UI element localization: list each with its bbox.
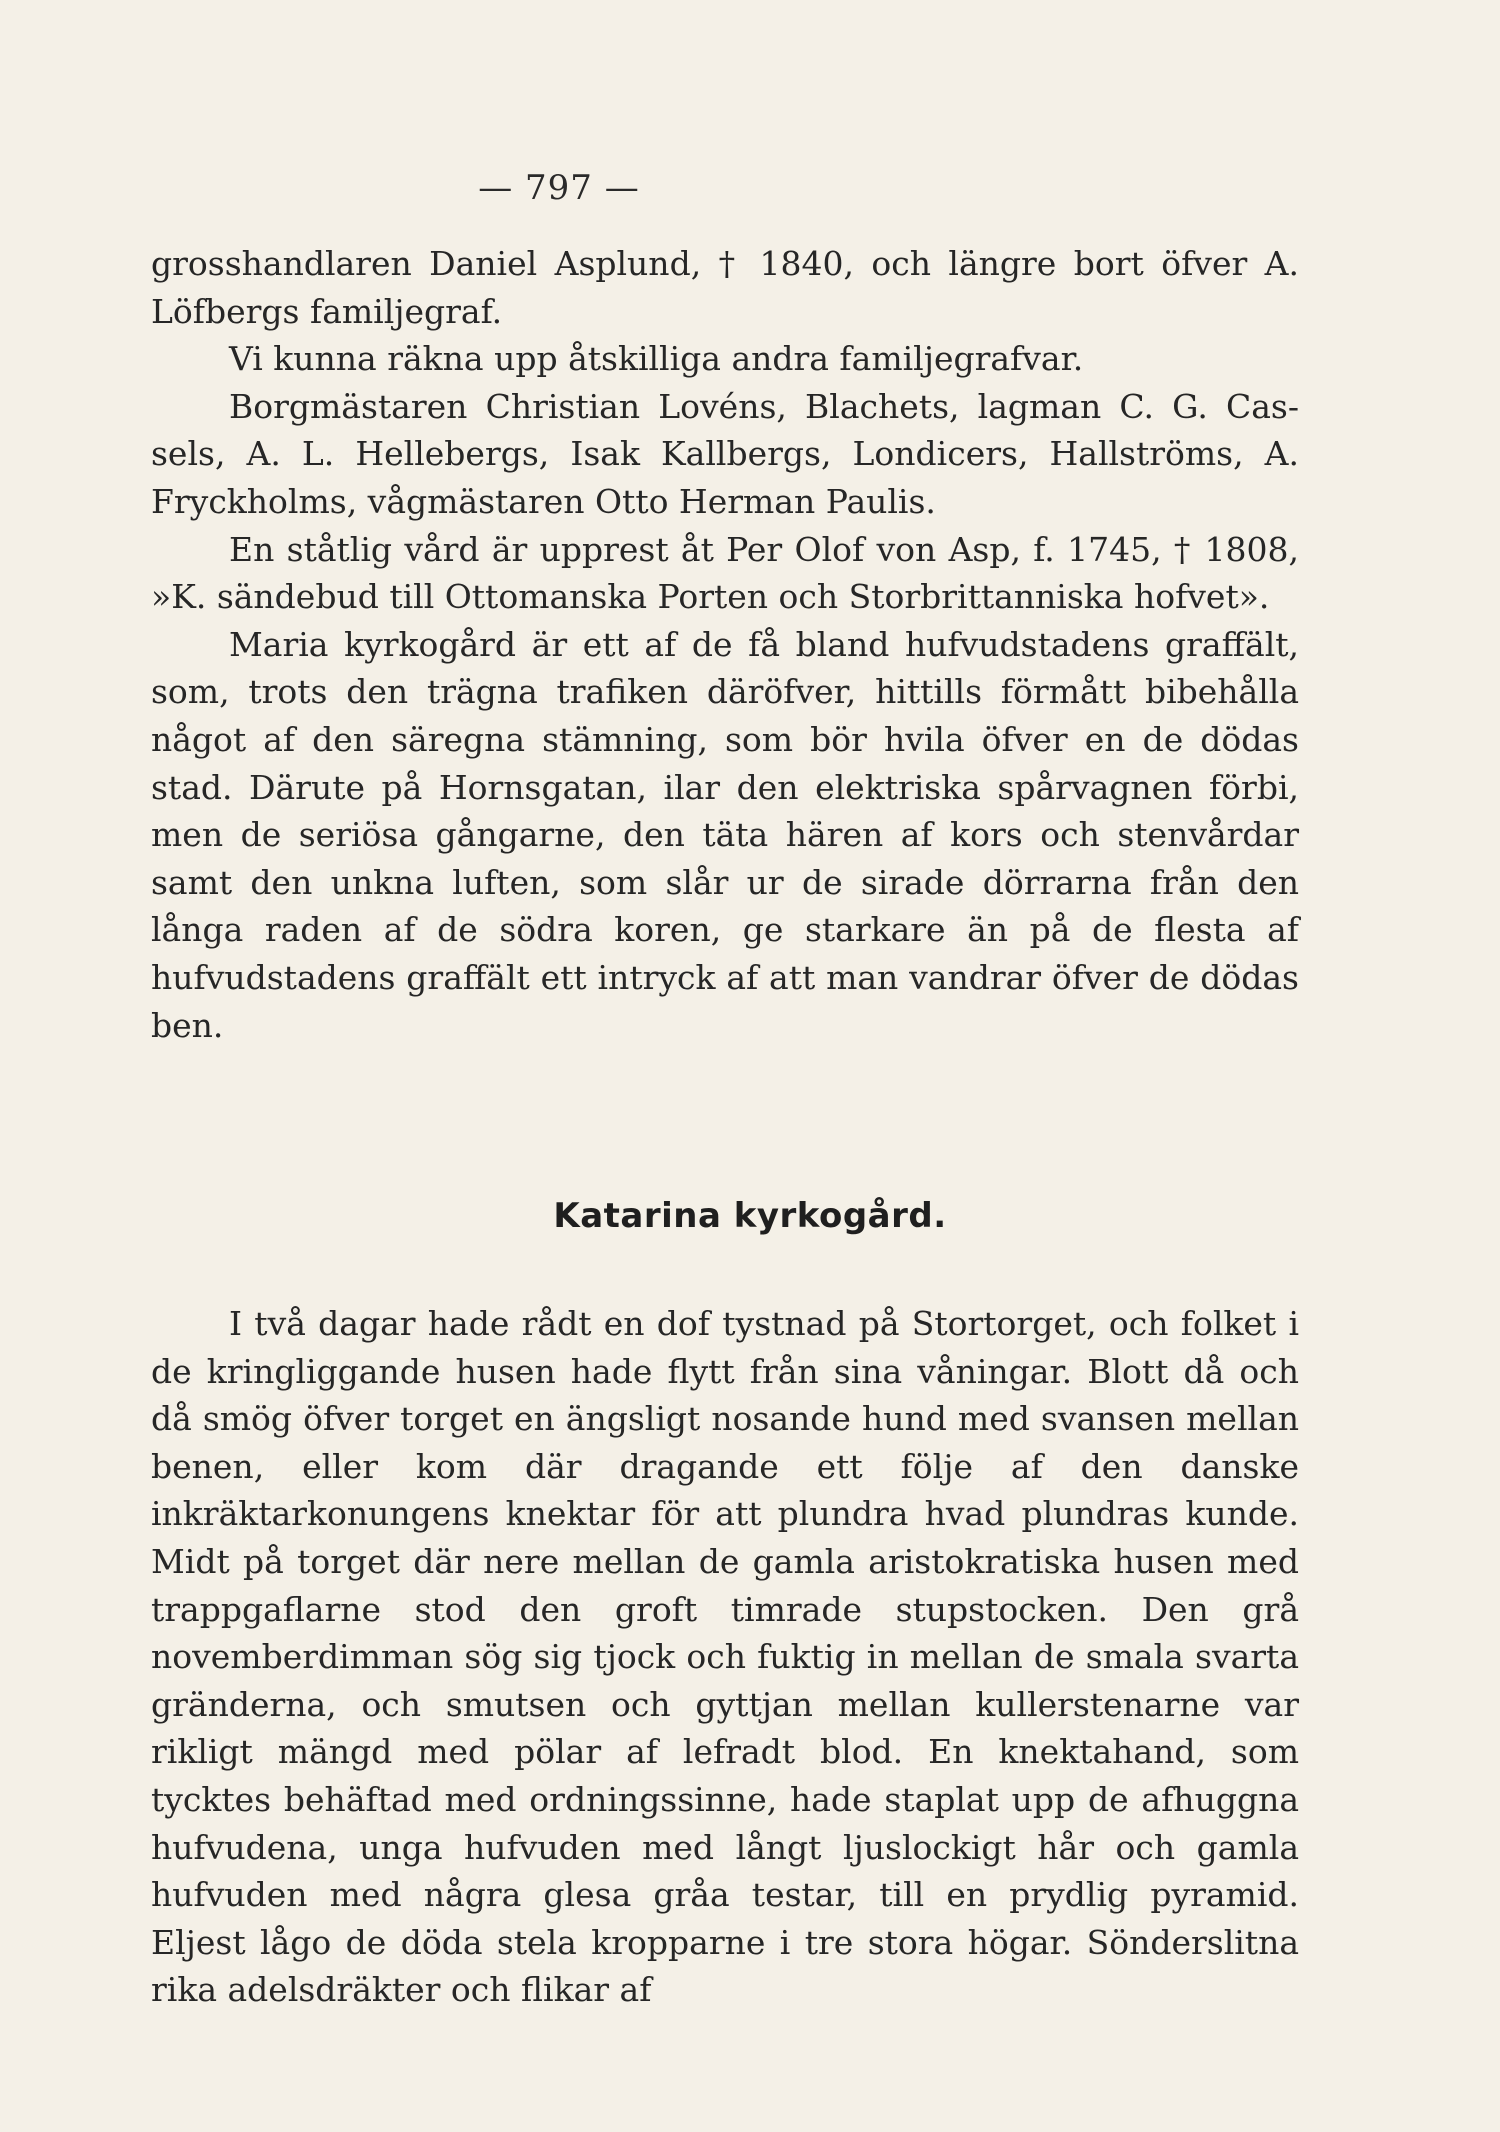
paragraph: grosshandlaren Daniel Asplund, † 1840, och längre bort öfver A. Löfbergs familjegraf. xyxy=(151,244,1299,331)
paragraph: Maria kyrkogård är ett af de få bland hufvudstadens graffält, som, trots den trägna trafiken däröfver, hittills förmått bibehålla något af den säregna stämning, som bör hvila öfver en de dödas stad. Därute på Hornsgatan, ilar den elektriska spårvagnen förbi, men de seriösa gångarne, den täta hären af kors och stenvårdar samt den unkna luften, som slår ur de sirade dörrarna från den långa raden af de södra koren, ge starkare än på de flesta af hufvudstadens graffält ett intryck af att man vandrar öfver de dödas ben. xyxy=(151,624,1299,1045)
section-heading: Katarina kyrkogård. xyxy=(553,1196,947,1236)
paragraph: Vi kunna räkna upp åtskilliga andra familjegrafvar. xyxy=(229,339,1084,379)
page-number: — 797 — xyxy=(478,168,640,208)
paragraph: Borgmästaren Christian Lovéns, Blachets, lagman C. G. Cassels, A. L. Hellebergs, Isak Kallbergs, Londicers, Hallströms, A. Fryckholms, vågmästaren Otto Herman Paulis. xyxy=(151,386,1299,521)
paragraph: I två dagar hade rådt en dof tystnad på Stortorget, och folket i de kringliggande husen hade flytt från sina våningar. Blott då och då smög öfver torget en ängsligt nosande hund med svansen mellan benen, eller kom där dragande ett följe af den danske inkräktarkonungens knektar för att plundra hvad plundras kunde. Midt på torget där nere mellan de gamla aristokratiska husen med trappgaflarne stod den groft timrade stupstocken. Den grå novemberdimman sög sig tjock och fuktig in mellan de smala svarta gränderna, och smutsen och gyttjan mellan kullerstenarne var rikligt mängd med pölar af lefradt blod. En knektahand, som tycktes behäftad med ordningssinne, hade staplat upp de afhuggna hufvudena, unga hufvuden med långt ljuslockigt hår och gamla hufvuden med några glesa gråa testar, till en prydlig pyramid. Eljest lågo de döda stela kropparne i tre stora högar. Sönderslitna rika adelsdräkter och flikar af xyxy=(151,1304,1299,2010)
paragraph: En ståtlig vård är upprest åt Per Olof von Asp, f. 1745, † 1808, »K. sändebud till Ottomanska Porten och Storbrittanniska hofvet». xyxy=(151,529,1299,617)
text-section-one xyxy=(151,240,1299,1049)
text-section-two xyxy=(151,1300,1299,2014)
